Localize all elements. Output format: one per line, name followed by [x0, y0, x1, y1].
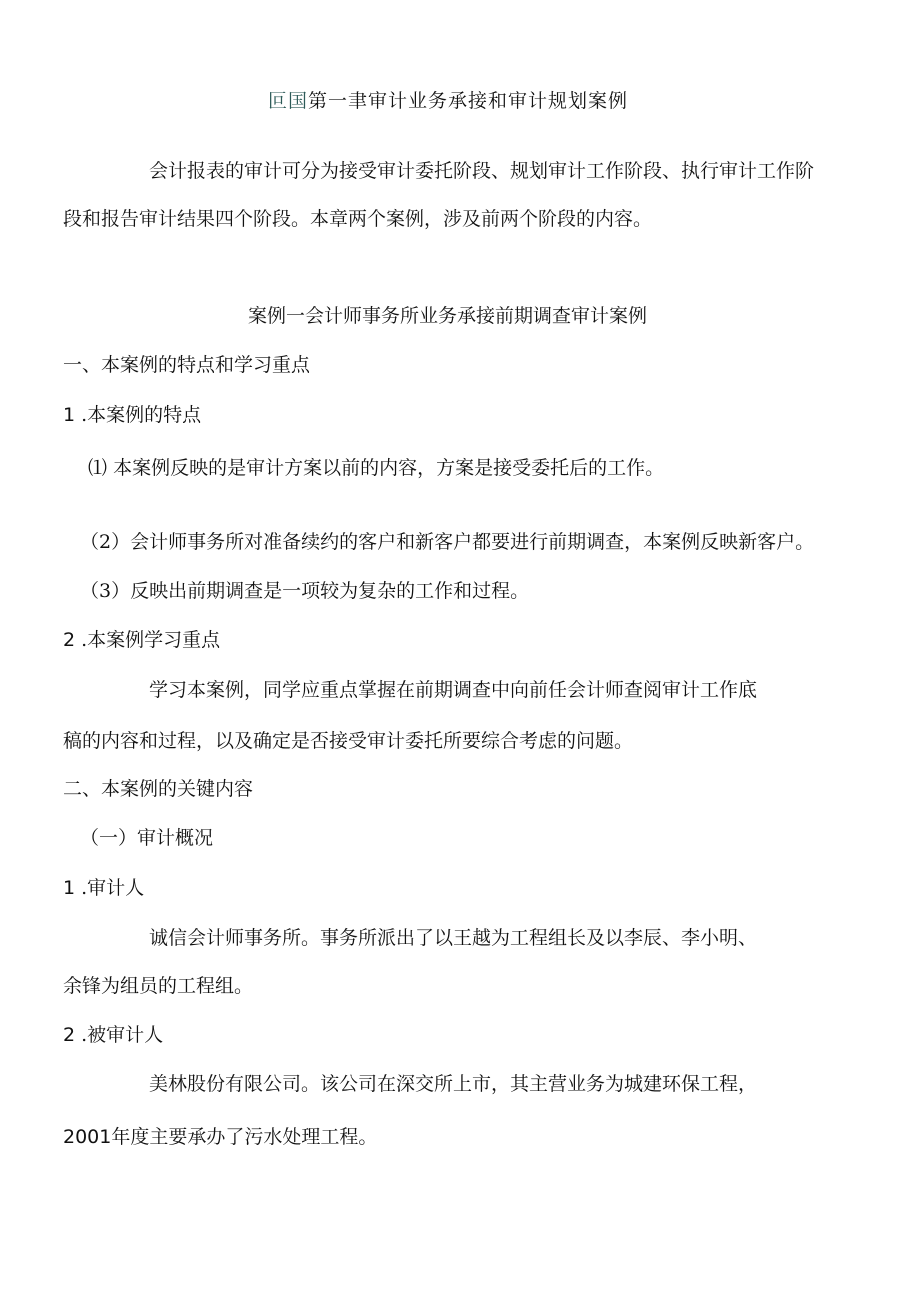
auditee-heading	[63, 1022, 193, 1048]
title-prefix: 叵国	[268, 90, 309, 112]
intro-paragraph-line2: 段和报告审计结果四个阶段。本章两个案例，涉及前两个阶段的内容。	[63, 208, 653, 230]
auditor-paragraph-line2: 余锋为组员的工程组。	[63, 975, 254, 997]
intro-paragraph-line1: 会计报表的审计可分为接受审计委托阶段、规划审计工作阶段、执行审计工作阶	[149, 160, 815, 182]
auditee-paragraph-line2	[63, 1124, 393, 1150]
section2-heading: 二、本案例的关键内容	[63, 778, 254, 800]
title-text: 第一聿审计业务承接和审计规划案例	[308, 90, 629, 112]
item2-number: 2	[63, 629, 76, 651]
point-2-number: （2）	[80, 531, 131, 553]
item2-paragraph-line2: 稿的内容和过程，以及确定是否接受审计委托所要综合考虑的问题。	[63, 730, 634, 752]
auditee-year: 2001	[63, 1126, 112, 1148]
point-3-text: 反映出前期调查是一项较为复杂的工作和过程。	[130, 580, 530, 602]
item2-paragraph-line1: 学习本案例，同学应重点掌握在前期调查中向前任会计师查阅审计工作底	[149, 679, 758, 701]
point-2	[80, 529, 855, 555]
item1-heading	[63, 402, 263, 428]
auditor-paragraph-line1: 诚信会计师事务所。事务所派出了以王越为工程组长及以李辰、李小明、	[149, 927, 758, 949]
section2-sub1: （一）审计概况	[80, 827, 214, 849]
auditee-paragraph-line2-text: 年度主要承办了污水处理工程。	[111, 1126, 378, 1148]
auditee-paragraph-line1: 美林股份有限公司。该公司在深交所上市，其主营业务为城建环保工程，	[149, 1073, 758, 1095]
auditee-label: .被审计人	[81, 1024, 164, 1046]
point-2-text: 会计师事务所对准备续约的客户和新客户都要进行前期调查，本案例反映新客户。	[130, 531, 815, 553]
auditor-heading	[63, 875, 173, 901]
section1-heading: 一、本案例的特点和学习重点	[63, 354, 311, 376]
point-1-number: ⑴	[88, 457, 108, 479]
point-3-number: （3）	[80, 580, 131, 602]
item2-heading	[63, 627, 263, 653]
page-title	[268, 88, 668, 114]
auditee-number: 2	[63, 1024, 76, 1046]
case-title: 案例一会计师事务所业务承接前期调查审计案例	[248, 305, 648, 327]
item2-label: .本案例学习重点	[81, 629, 221, 651]
item1-label: .本案例的特点	[81, 404, 202, 426]
point-3	[80, 578, 550, 604]
item1-number: 1	[63, 404, 76, 426]
auditor-number: 1	[63, 877, 76, 899]
point-1	[88, 455, 708, 481]
auditor-label: .审计人	[81, 877, 145, 899]
point-1-text: 本案例反映的是审计方案以前的内容，方案是接受委托后的工作。	[113, 457, 665, 479]
